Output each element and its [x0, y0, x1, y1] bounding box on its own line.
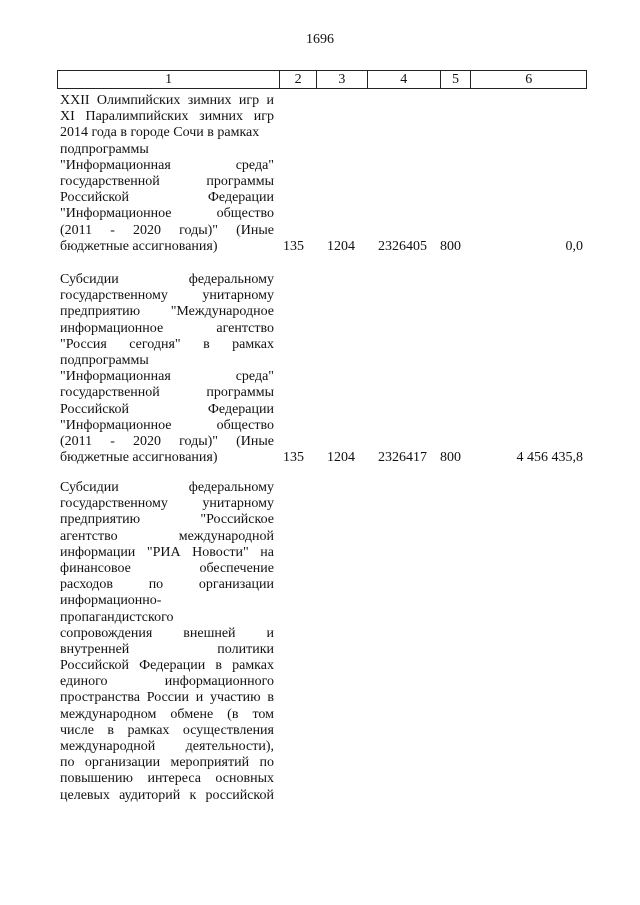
- description-line: государственной программы: [60, 385, 274, 401]
- cell-sum: 4 456 435,8: [516, 450, 583, 466]
- description-line: пропагандистского: [60, 609, 174, 625]
- description-line: XI Паралимпийских зимних игр: [60, 109, 274, 125]
- description-line: подпрограммы: [60, 141, 149, 157]
- cell-cs: 2326417: [378, 450, 427, 466]
- description-line: международной деятельности),: [60, 739, 274, 754]
- table-header: [57, 70, 587, 89]
- description-line: международном обмене (в том: [60, 706, 274, 722]
- description-line: бюджетные ассигнования): [60, 450, 218, 466]
- cell-rz: 1204: [327, 450, 355, 466]
- description-line: Российской Федерации в рамках: [60, 658, 274, 674]
- row-description: [60, 480, 274, 804]
- description-line: "Информационная среда": [60, 369, 274, 385]
- description-line: единого информационного: [60, 674, 274, 690]
- description-line: государственному унитарному: [60, 288, 274, 304]
- cell-rz: 1204: [327, 238, 355, 254]
- column-header-6: 6: [525, 72, 533, 87]
- description-line: агентство международной: [60, 528, 274, 544]
- description-line: целевых аудиторий к российской: [60, 787, 274, 803]
- description-line: (2011 - 2020 годы)" (Иные: [60, 222, 274, 238]
- description-line: предприятию "Российское: [60, 512, 274, 528]
- description-line: финансовое обеспечение: [60, 560, 274, 576]
- cell-vr: 800: [440, 450, 461, 466]
- description-line: внутренней политики: [60, 641, 274, 657]
- description-line: "Информационное общество: [60, 417, 274, 433]
- column-header-5: 5: [441, 71, 472, 88]
- page-number: 1696: [306, 32, 334, 47]
- cell-cs: 2326405: [378, 238, 427, 254]
- description-line: Российской Федерации: [60, 190, 274, 206]
- description-line: по организации мероприятий по: [60, 755, 274, 771]
- description-line: государственной программы: [60, 173, 274, 189]
- description-line: XXII Олимпийских зимних игр и: [60, 93, 274, 108]
- description-line: предприятию "Международное: [60, 304, 274, 320]
- column-header-3: 3: [317, 71, 368, 88]
- description-line: Субсидии федеральному: [60, 272, 274, 287]
- cell-gr: 135: [283, 450, 304, 466]
- description-line: "Россия сегодня" в рамках: [60, 336, 274, 352]
- cell-vr: 800: [440, 238, 461, 254]
- description-line: "Информационное общество: [60, 206, 274, 222]
- description-line: 2014 года в городе Сочи в рамках: [60, 125, 260, 141]
- description-line: подпрограммы: [60, 352, 149, 368]
- description-line: (2011 - 2020 годы)" (Иные: [60, 433, 274, 449]
- row-description: [60, 93, 274, 255]
- description-line: сопровождения внешней и: [60, 625, 274, 641]
- column-header-2: 2: [280, 71, 317, 88]
- description-line: "Информационная среда": [60, 157, 274, 173]
- description-line: Российской Федерации: [60, 401, 274, 417]
- description-line: пространства России и участию в: [60, 690, 274, 706]
- cell-sum: 0,0: [565, 238, 583, 254]
- row-description: [60, 272, 274, 466]
- description-line: числе в рамках осуществления: [60, 722, 274, 738]
- description-line: государственному унитарному: [60, 496, 274, 512]
- description-line: информации "РИА Новости" на: [60, 544, 274, 560]
- description-line: информационное агентство: [60, 320, 274, 336]
- description-line: повышению интереса основных: [60, 771, 274, 787]
- description-line: информационно-: [60, 593, 162, 609]
- description-line: бюджетные ассигнования): [60, 238, 218, 254]
- column-header-4: 4: [368, 71, 441, 88]
- column-header-1: 1: [58, 71, 280, 88]
- description-line: расходов по организации: [60, 577, 274, 593]
- cell-gr: 135: [283, 238, 304, 254]
- description-line: Субсидии федеральному: [60, 480, 274, 495]
